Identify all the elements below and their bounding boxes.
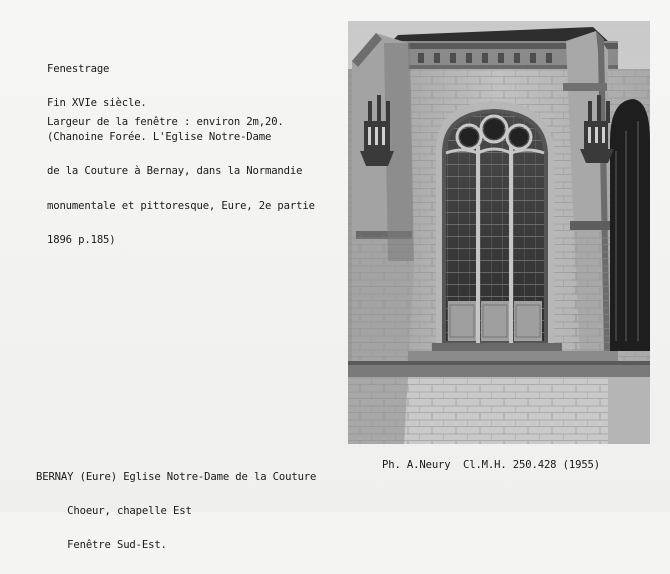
description-block bbox=[47, 41, 315, 269]
description-line: 1896 p.185) bbox=[47, 233, 116, 246]
description-line: monumentale et pittoresque, Eure, 2e partie bbox=[47, 199, 315, 212]
description-line: (Chanoine Forée. L'Eglise Notre-Dame bbox=[47, 131, 272, 144]
description-line: de la Couture à Bernay, dans la Normandie bbox=[47, 165, 303, 178]
window-width-note: Largeur de la fenêtre : environ 2m,20. bbox=[47, 116, 284, 128]
description-line: Fenestrage bbox=[47, 62, 110, 75]
reference-number: Cl.M.H. 250.428 (1955) bbox=[462, 459, 600, 471]
location-line: Fenêtre Sud-Est. bbox=[36, 539, 167, 552]
location-line: BERNAY (Eure) Eglise Notre-Dame de la Couture bbox=[36, 470, 317, 483]
description-line: Fin XVIe siècle. bbox=[47, 97, 147, 110]
photo-credit bbox=[382, 460, 600, 471]
location-line: Choeur, chapelle Est bbox=[36, 505, 192, 518]
photographer: Ph. A.Neury bbox=[382, 459, 451, 471]
church-window-photo bbox=[348, 21, 650, 444]
